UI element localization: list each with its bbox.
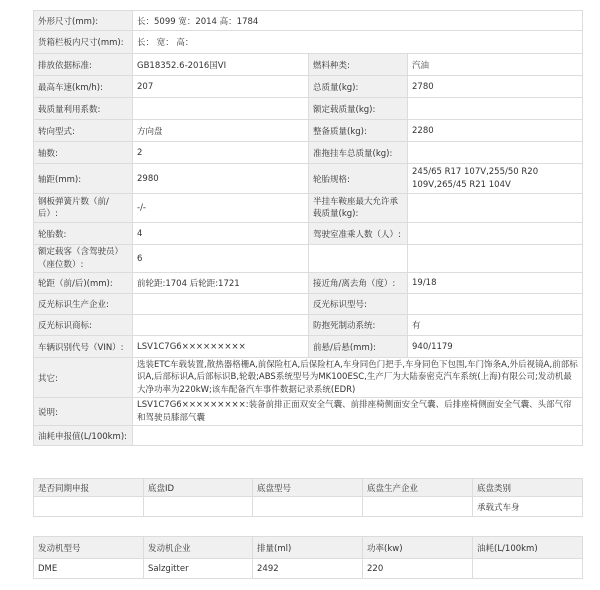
spec-value: 长：5099 宽：2014 高：1784 xyxy=(133,11,583,31)
table-header-row xyxy=(34,479,583,497)
spec-row xyxy=(34,164,583,194)
spec-label: 轮胎数: xyxy=(34,223,133,245)
spec-row xyxy=(34,336,583,358)
table-header-row xyxy=(34,537,583,559)
spec-value: 940/1179 xyxy=(408,336,583,358)
spec-label: 轮距（前/后)(mm): xyxy=(34,273,133,294)
spec-value: 207 xyxy=(133,76,309,98)
spec-value xyxy=(133,426,583,446)
table-cell: 承载式车身 xyxy=(473,497,583,517)
spec-value: LSV1C7G6××××××××× xyxy=(133,336,309,358)
spec-label: 货箱栏板内尺寸(mm): xyxy=(34,31,133,54)
table-cell: 220 xyxy=(363,559,473,579)
table-cell xyxy=(34,497,144,517)
column-header: 底盘型号 xyxy=(253,479,363,497)
spec-label: 载质量利用系数: xyxy=(34,98,133,120)
table-cell xyxy=(253,497,363,517)
spec-value xyxy=(408,223,583,245)
spec-label xyxy=(309,245,408,273)
column-header: 功率(kw) xyxy=(363,537,473,559)
table-cell: DME xyxy=(34,559,144,579)
table-cell xyxy=(144,497,253,517)
spec-label: 转向型式: xyxy=(34,120,133,142)
vehicle-spec-table xyxy=(33,10,583,446)
spec-label: 车辆识别代号（VIN）: xyxy=(34,336,133,358)
spec-label: 反光标识商标: xyxy=(34,315,133,336)
spec-label: 钢板弹簧片数（前/后）: xyxy=(34,194,133,223)
spec-label: 防抱死制动系统: xyxy=(309,315,408,336)
spec-value: 长： 宽： 高： xyxy=(133,31,583,54)
column-header: 是否同期申报 xyxy=(34,479,144,497)
engine-table xyxy=(33,536,583,579)
spec-label: 接近角/离去角（度）: xyxy=(309,273,408,294)
spec-row xyxy=(34,223,583,245)
spec-label: 额定载客（含驾驶员）（座位数）: xyxy=(34,245,133,273)
spec-label: 额定载质量(kg): xyxy=(309,98,408,120)
spec-label: 燃料种类: xyxy=(309,54,408,76)
spec-value: 4 xyxy=(133,223,309,245)
column-header: 底盘类别 xyxy=(473,479,583,497)
spec-label: 排放依据标准: xyxy=(34,54,133,76)
column-header: 底盘生产企业 xyxy=(363,479,473,497)
table-row xyxy=(34,497,583,517)
spec-value: 汽油 xyxy=(408,54,583,76)
spec-label: 外形尺寸(mm): xyxy=(34,11,133,31)
spec-value: GB18352.6-2016国VI xyxy=(133,54,309,76)
spec-row xyxy=(34,11,583,31)
chassis-table xyxy=(33,478,583,517)
column-header: 排量(ml) xyxy=(253,537,363,559)
spec-label: 其它: xyxy=(34,358,133,398)
spec-row xyxy=(34,98,583,120)
column-header: 油耗(L/100km) xyxy=(473,537,583,559)
table-cell: 2492 xyxy=(253,559,363,579)
spec-value: 2780 xyxy=(408,76,583,98)
spec-value: 2980 xyxy=(133,164,309,194)
table-cell xyxy=(473,559,583,579)
spec-row xyxy=(34,426,583,446)
spec-row xyxy=(34,76,583,98)
spec-row xyxy=(34,273,583,294)
spec-value xyxy=(133,294,309,315)
spec-value: 245/65 R17 107V,255/50 R20 109V,265/45 R21 104V xyxy=(408,164,583,194)
spec-value xyxy=(133,98,309,120)
spec-row xyxy=(34,398,583,426)
spec-label: 说明: xyxy=(34,398,133,426)
spec-value: 2280 xyxy=(408,120,583,142)
table-cell xyxy=(363,497,473,517)
spec-value xyxy=(408,98,583,120)
spec-label: 油耗申报值(L/100km): xyxy=(34,426,133,446)
spec-label: 轮胎规格: xyxy=(309,164,408,194)
spec-row xyxy=(34,245,583,273)
spec-row xyxy=(34,315,583,336)
spec-value: 19/18 xyxy=(408,273,583,294)
table-cell: Salzgitter xyxy=(144,559,253,579)
spec-row xyxy=(34,194,583,223)
spec-row xyxy=(34,294,583,315)
spec-row xyxy=(34,54,583,76)
column-header: 发动机企业 xyxy=(144,537,253,559)
column-header: 底盘ID xyxy=(144,479,253,497)
spec-label: 整备质量(kg): xyxy=(309,120,408,142)
spec-value: 有 xyxy=(408,315,583,336)
column-header: 发动机型号 xyxy=(34,537,144,559)
spec-value: 6 xyxy=(133,245,309,273)
spec-label: 反光标识型号: xyxy=(309,294,408,315)
spec-value xyxy=(408,194,583,223)
spec-label: 驾驶室准乘人数（人）: xyxy=(309,223,408,245)
spec-row xyxy=(34,142,583,164)
spec-label: 轴距(mm): xyxy=(34,164,133,194)
table-row xyxy=(34,559,583,579)
spec-value: 选装ETC车载装置,散热器格栅A,前保险杠A,后保险杠A,车身同色门把手,车身同色下包围,车门饰条A,外后视镜A,前部标识A,后部标识A,后部标识B,轮毂;ABS系统型号为MK100ESC,生产厂为大陆泰密克汽车系统(上海)有限公司;发动机最大净功率为220kW;该车配备汽车事件数据记录系统(EDR) xyxy=(133,358,583,398)
spec-label: 前悬/后悬(mm): xyxy=(309,336,408,358)
spec-row xyxy=(34,358,583,398)
spec-value xyxy=(133,315,309,336)
spec-value xyxy=(408,245,583,273)
spec-value: LSV1C7G6×××××××××:装备前排正面双安全气囊、前排座椅侧面安全气囊、后排座椅侧面安全气囊、头部气帘和驾驶员膝部气囊 xyxy=(133,398,583,426)
spec-value: 2 xyxy=(133,142,309,164)
spec-value: 方向盘 xyxy=(133,120,309,142)
spec-row xyxy=(34,120,583,142)
spec-value xyxy=(408,294,583,315)
spec-value xyxy=(408,142,583,164)
spec-label: 总质量(kg): xyxy=(309,76,408,98)
spec-label: 最高车速(km/h): xyxy=(34,76,133,98)
spec-label: 半挂车鞍座最大允许承载质量(kg): xyxy=(309,194,408,223)
spec-value: -/- xyxy=(133,194,309,223)
spec-label: 反光标识生产企业: xyxy=(34,294,133,315)
spec-row xyxy=(34,31,583,54)
spec-value: 前轮距:1704 后轮距:1721 xyxy=(133,273,309,294)
spec-label: 准拖挂车总质量(kg): xyxy=(309,142,408,164)
spec-label: 轴数: xyxy=(34,142,133,164)
